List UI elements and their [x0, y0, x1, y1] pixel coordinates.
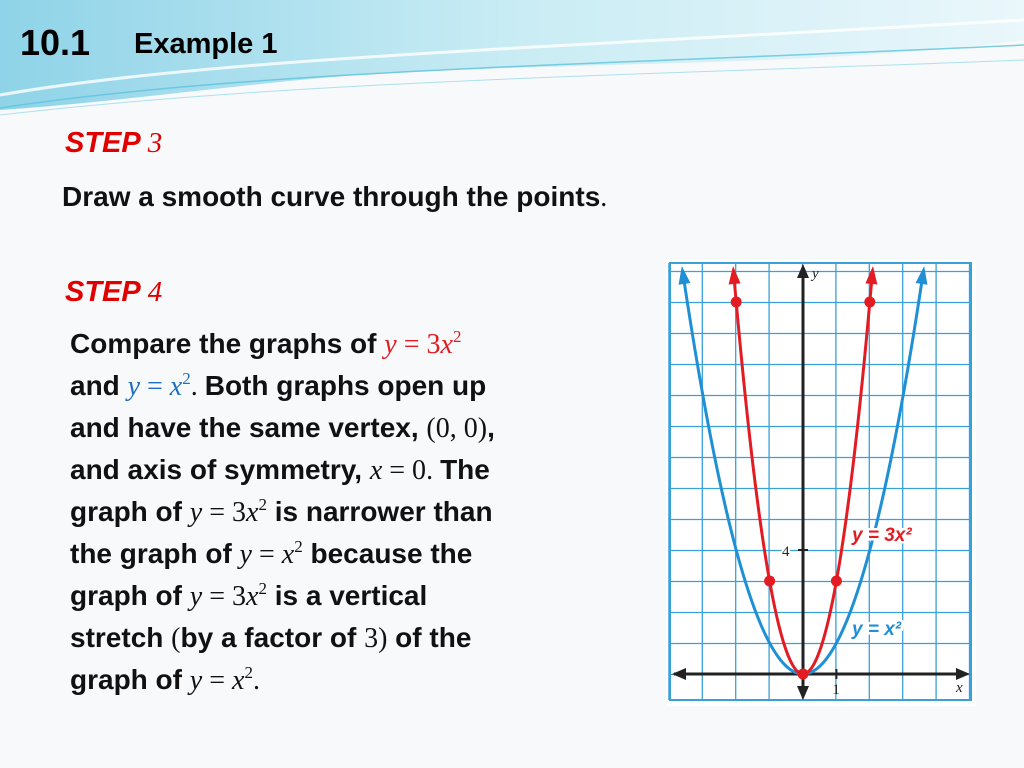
- explanation-text: and: [70, 370, 128, 401]
- explanation-text: is narrower than: [266, 496, 493, 527]
- step-label: STEP: [65, 276, 140, 308]
- step-4-explanation: [70, 323, 610, 701]
- explanation-text: Compare the graphs of: [70, 328, 385, 359]
- math-expression: x = 0: [369, 455, 427, 486]
- y-axis-label: y: [812, 266, 819, 282]
- explanation-text: of the: [387, 622, 472, 653]
- explanation-text: and axis of symmetry,: [70, 454, 370, 485]
- data-point: [831, 576, 842, 587]
- explanation-line: [70, 617, 610, 659]
- explanation-text: graph of: [70, 580, 190, 611]
- math-expression: (: [171, 623, 181, 654]
- explanation-line: [70, 659, 610, 701]
- step-3-instruction: [62, 181, 607, 214]
- section-number: 10.1: [20, 22, 91, 63]
- explanation-text: stretch: [70, 622, 172, 653]
- data-point: [798, 669, 809, 680]
- explanation-line: [70, 323, 610, 365]
- slide-title: Example 1: [134, 28, 278, 60]
- explanation-text: graph of: [70, 664, 190, 695]
- curve-label-x-squared: y = x²: [852, 619, 902, 640]
- explanation-line: [70, 407, 610, 449]
- parabola-graph: [666, 260, 976, 706]
- step-3-period: .: [600, 182, 608, 213]
- math-expression: $y = 3x^2$: [189, 579, 267, 612]
- step-number: 3: [147, 127, 163, 159]
- x-tick-label: 1: [832, 682, 840, 698]
- graph-background: [666, 260, 976, 706]
- math-expression: $y = x^2$: [127, 369, 191, 402]
- math-expression: .: [426, 455, 441, 486]
- step-4-heading: [65, 276, 162, 309]
- math-expression: .: [252, 665, 260, 696]
- math-expression: $y = x^2$: [189, 663, 253, 696]
- x-axis-label: x: [956, 680, 963, 696]
- explanation-text: because the: [302, 538, 473, 569]
- data-point: [731, 297, 742, 308]
- step-3-text: Draw a smooth curve through the points: [62, 181, 601, 212]
- explanation-line: [70, 449, 610, 491]
- explanation-line: [70, 533, 610, 575]
- math-expression: 3): [364, 623, 388, 654]
- explanation-text: The: [440, 454, 490, 485]
- explanation-line: [70, 575, 610, 617]
- explanation-line: [70, 491, 610, 533]
- math-expression: $y = 3x^2$: [384, 327, 462, 360]
- explanation-text: by a factor of: [180, 622, 365, 653]
- math-expression: $y = 3x^2$: [189, 495, 267, 528]
- data-point: [864, 297, 875, 308]
- explanation-text: graph of: [70, 496, 190, 527]
- curve-label-3x-squared: y = 3x²: [852, 525, 912, 546]
- step-number: 4: [147, 276, 163, 308]
- step-3-heading: [65, 127, 162, 160]
- explanation-text: the graph of: [70, 538, 240, 569]
- explanation-text: and have the same vertex,: [70, 412, 427, 443]
- explanation-line: [70, 365, 610, 407]
- step-label: STEP: [65, 127, 140, 159]
- y-tick-label: 4: [782, 544, 790, 560]
- math-expression: .: [190, 371, 205, 402]
- math-expression: (0, 0): [426, 413, 488, 444]
- explanation-text: is a vertical: [266, 580, 428, 611]
- math-expression: $y = x^2$: [239, 537, 303, 570]
- explanation-text: ,: [487, 412, 495, 443]
- data-point: [764, 576, 775, 587]
- explanation-text: Both graphs open up: [204, 370, 487, 401]
